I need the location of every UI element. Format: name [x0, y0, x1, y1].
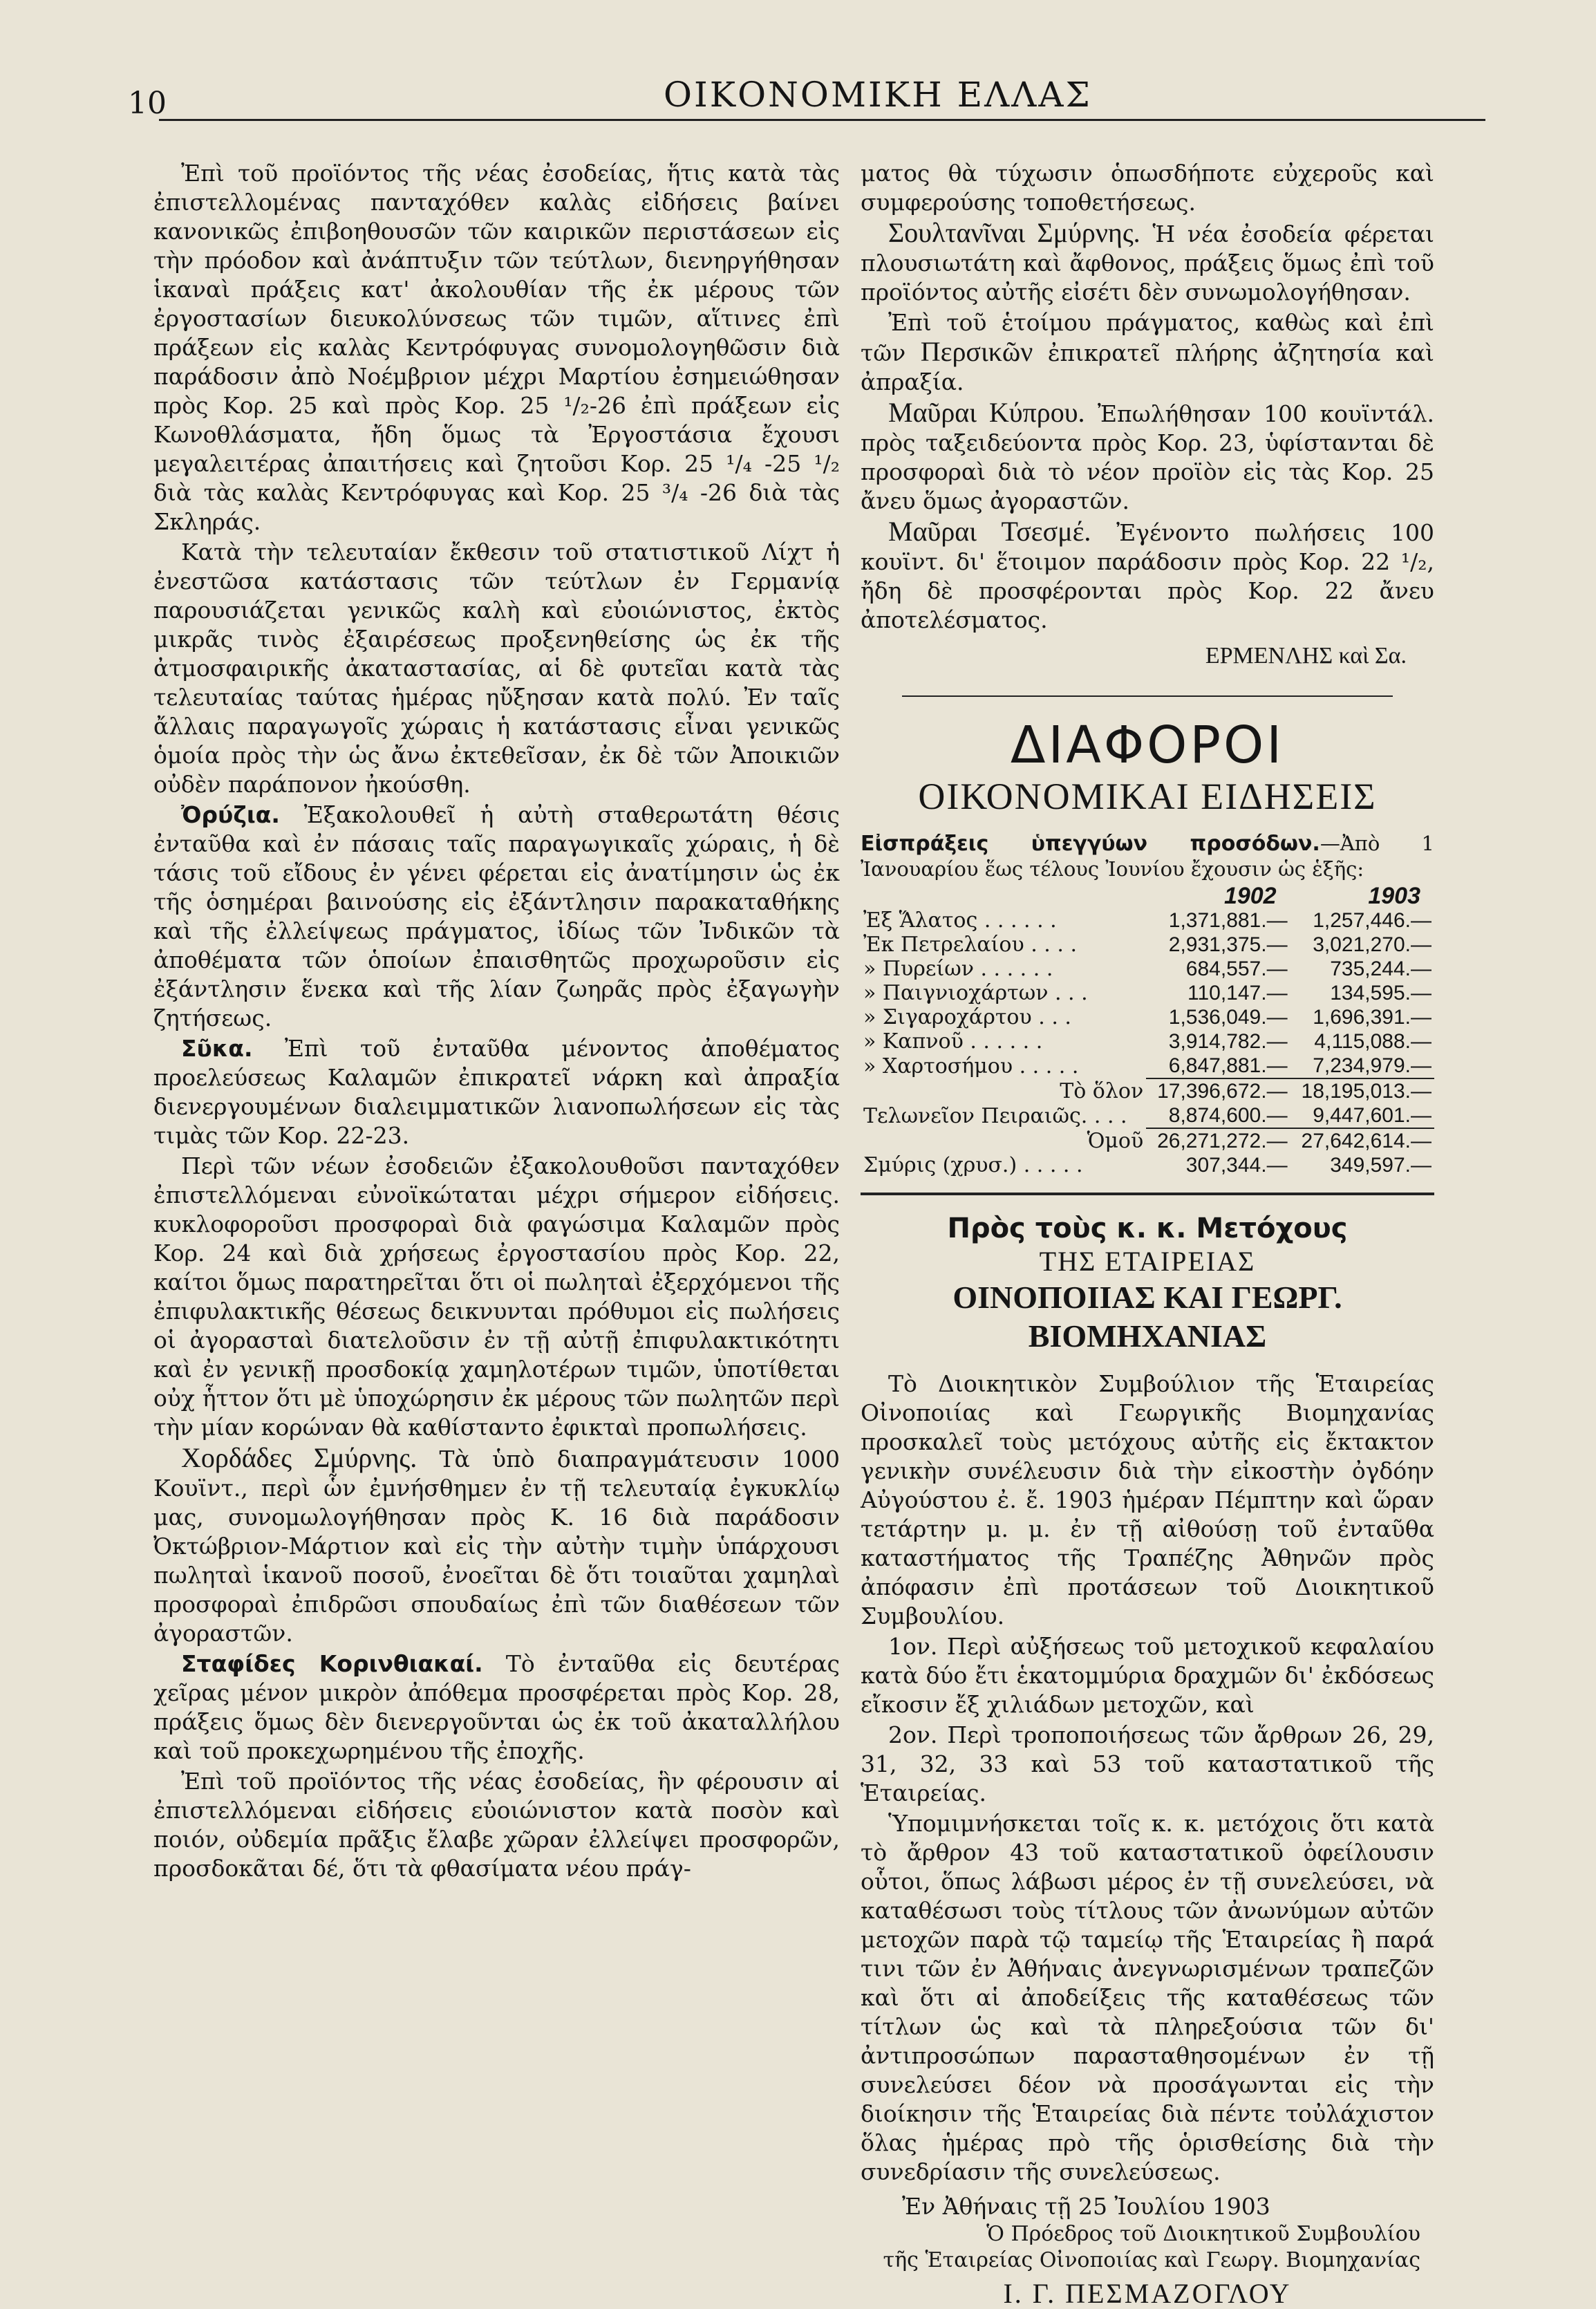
row-value: 684,557.—: [1185, 957, 1288, 980]
row-value: 8,874,600.—: [1168, 1104, 1288, 1127]
row-label: Τὸ ὅλον: [1060, 1078, 1144, 1103]
left-column: [153, 159, 840, 1885]
receipts-heading: Εἰσπράξεις ὑπεγγύων προσόδων.: [861, 832, 1320, 856]
row-label: » Σιγαροχάρτου . . .: [863, 1005, 1071, 1029]
paragraph: Ὑπομιμνήσκεται τοῖς κ. κ. μετόχοις ὅτι κατὰ τὸ ἄρθρον 43 τοῦ καταστατικοῦ ὀφείλουσιν οὗτοι, ὅπως λάβωσι μέρος ἐν τῇ συνελεύσει, νὰ καταθέσωσι τοὺς τίτλους τῶν ἀνωνύμων αὐτῶν μετοχῶν παρὰ τῷ ταμείῳ τῆς Ἑταιρείας ἢ παρά τινι τῶν ἐν Ἀθήναις ἀνεγνωρισμένων τραπεζῶν καὶ ὅτι αἱ ἀποδείξεις τῆς καταθέσεως τῶν τίτλων ὡς καὶ τὰ πληρεξούσια τῶν δι' ἀντιπροσώπων παρασταθησομένων ἐν τῇ συνελεύσει δέον νὰ προσάγωνται εἰς τὴν διοίκησιν τῆς Ἑταιρείας διὰ πέντε τοὐλάχιστον ὅλας ἡμέρας πρὸ τῆς ὁρισθείσης διὰ τὴν συνεδρίασιν τῆς συνελεύσεως.: [861, 1810, 1434, 2185]
section-title: ΔΙΑΦΟΡΟΙ: [1010, 716, 1285, 775]
notice-subtitle: ΤΗΣ ΕΤΑΙΡΕΙΑΣ: [1039, 1246, 1256, 1277]
row-value: 3,021,270.—: [1313, 933, 1431, 956]
paragraph: 2ον. Περὶ τροποποιήσεως τῶν ἄρθρων 26, 29, 31, 32, 33 καὶ 53 τοῦ καταστατικοῦ τῆς Ἑταιρείας.: [861, 1721, 1434, 1806]
table-row: [861, 1005, 1434, 1029]
notice-title: Πρὸς τοὺς κ. κ. Μετόχους: [947, 1213, 1348, 1244]
table-row: [861, 908, 1434, 933]
table-row: [861, 1153, 1434, 1180]
notice-date: Ἐν Ἀθήναις τῇ 25 Ἰουλίου 1903: [902, 2193, 1270, 2220]
table-bottom-rule: [861, 1193, 1434, 1195]
table-row: [861, 1029, 1434, 1054]
row-label: Σμύρις (χρυσ.) . . . . .: [863, 1153, 1083, 1177]
paragraph: Χορδάδες Σμύρνης. Τὰ ὑπὸ διαπραγμάτευσιν 1000 Κουϊντ., περὶ ὧν ἐμνήσθημεν ἐν τῇ τελευταίᾳ ἐγκυκλίῳ μας, συνομωλογήθησαν πρὸς Κ. 16 διὰ παράδοσιν Ὀκτώβριον-Μάρτιον καὶ εἰς τὴν αὐτὴν τιμὴν ὑπάρχουσι πωληταὶ ἱκανοῦ ποσοῦ, ἐνοεῖται δὲ ὅτι τοιαῦται χαμηλαὶ προσφοραὶ ἐπιδρῶσι σπουδαίως ἐπὶ τῶν διαθέσεων τῶν ἀγοραστῶν.: [153, 1442, 840, 1647]
tsesme-heading: Μαῦραι Τσεσμέ.: [888, 516, 1091, 547]
paragraph: Σταφίδες Κορινθιακαί. Τὸ ἐνταῦθα εἰς δευτέρας χεῖρας μένον μικρὸν ἀπόθεμα προσφέρεται πρὸς Κορ. 28, πράξεις ὅμως δὲν διενεργοῦνται ὡς ἐκ τοῦ ἀκαταλλήλου καὶ τοῦ προκεχωρημένου τῆς ἐποχῆς.: [153, 1650, 840, 1764]
rice-heading: Ὀρύζια.: [181, 801, 280, 828]
column-header: 1902: [1223, 883, 1277, 909]
row-value: 307,344.—: [1185, 1154, 1288, 1177]
figs-heading: Σῦκα.: [181, 1035, 253, 1062]
paragraph: Ὀρύζια. Ἐξακολουθεῖ ἡ αὐτὴ σταθερωτάτη θέσις ἐνταῦθα καὶ ἐν πάσαις ταῖς παραγωγικαῖς χώραις, ἡ δὲ τάσις τοῦ εἴδους ἐν γένει φέρεται εἰς ἀνατίμησιν ὡς ἐκ τῆς ὁσημέραι βαινούσης εἰς ἐξάντλησιν παρακαταθήκης καὶ τῆς ἐλλείψεως πράγματος, ἰδίως τῶν Ἰνδικῶν τὰ ἀποθέματα τῶν ὁποίων ἐπαισθητῶς προχωροῦσιν εἰς ἐξάντλησιν ἕνεκα καὶ τῆς λίαν ζωηρᾶς πρὸς ἐξαγωγὴν ζητήσεως.: [153, 801, 840, 1031]
row-label: » Παιγνιοχάρτων . . .: [863, 981, 1088, 1005]
table-row: [861, 933, 1434, 957]
paragraph: ματος θὰ τύχωσιν ὁπωσδήποτε εὐχεροῦς καὶ συμφερούσης τοποθετήσεως.: [861, 160, 1434, 216]
row-value: 17,396,672.—: [1146, 1078, 1290, 1103]
table-row: [861, 981, 1434, 1005]
paragraph: Κατὰ τὴν τελευταίαν ἔκθεσιν τοῦ στατιστικοῦ Λίχτ ἡ ἐνεστῶσα κατάστασις τῶν τεύτλων ἐν Γερμανίᾳ παρουσιάζεται γενικῶς καλὴ καὶ εὐοιώνιστος, ἐκτὸς μικρᾶς τινὸς ἐξαιρέσεως προξενηθείσης ὡς ἐκ τῆς ἀτμοσφαιρικῆς ἀκαταστασίας, αἱ δὲ φυτεῖαι κατὰ τὰς τελευταίας ταύτας ἡμέρας ηὔξησαν κατὰ πολύ. Ἐν ταῖς ἄλλαις παραγωγοῖς χώραις ἡ κατάστασις εἶναι γενικῶς ὁμοία πρὸς τὴν ὡς ἄνω ἐκτεθεῖσαν, ἐκ δὲ τῶν Ἀποικιῶν οὐδὲν παράπονον ἠκούσθη.: [153, 539, 840, 798]
signatory-name: Ι. Γ. ΠΕΣΜΑΖΟΓΛΟΥ: [1003, 2278, 1292, 2309]
paragraph: Μαῦραι Κύπρου. Ἐπωλήθησαν 100 κουϊντάλ. πρὸς ταξειδεύοντα πρὸς Κορ. 23, ὑφίστανται δὲ προσφοραὶ διὰ τὸ νέον προϊὸν εἰς τὰς Κορ. 25 ἄνευ ὅμως ἀγοραστῶν.: [861, 397, 1434, 514]
row-value: 1,696,391.—: [1313, 1006, 1431, 1029]
row-value: 9,447,601.—: [1313, 1104, 1431, 1127]
row-value: 1,257,446.—: [1313, 909, 1431, 932]
right-column: [861, 159, 1434, 2308]
table-row: [861, 957, 1434, 981]
row-value: 4,115,088.—: [1314, 1030, 1431, 1053]
row-value: 7,234,979.—: [1313, 1054, 1431, 1077]
table-row: [861, 1054, 1434, 1078]
row-value: 26,271,272.—: [1146, 1128, 1290, 1153]
persian-heading: Περσικῶν: [920, 336, 1033, 367]
row-value: 735,244.—: [1330, 957, 1431, 980]
row-value: 349,597.—: [1330, 1154, 1431, 1177]
row-label: » Πυρείων . . . . . .: [863, 957, 1053, 981]
row-value: 18,195,013.—: [1290, 1078, 1434, 1103]
row-value: 134,595.—: [1330, 982, 1431, 1004]
paragraph: Σῦκα. Ἐπὶ τοῦ ἐνταῦθα μένοντος ἀποθέματος προελεύσεως Καλαμῶν ἐπικρατεῖ νάρκη καὶ ἀπραξία διενεργουμένων διαλειμματικῶν λιανοπωλήσεων εἰς τὰς τιμὰς τῶν Κορ. 22-23.: [153, 1035, 840, 1149]
paragraph: 1ον. Περὶ αὐξήσεως τοῦ μετοχικοῦ κεφαλαίου κατὰ δύο ἔτι ἑκατομμύρια δραχμῶν δι' ἐκδόσεως εἴκοσιν ἔξ χιλιάδων μετοχῶν, καὶ: [861, 1633, 1434, 1718]
section-subtitle: ΟΙΚΟΝΟΜΙΚΑΙ ΕΙΔΗΣΕΙΣ: [918, 776, 1377, 817]
row-value: 1,536,049.—: [1168, 1006, 1288, 1029]
row-value: 2,931,375.—: [1168, 933, 1288, 956]
sultanas-heading: Σουλτανῖναι Σμύρνης.: [888, 217, 1140, 248]
notice-company: ΟΙΝΟΠΟΙΙΑΣ ΚΑΙ ΓΕΩΡΓ. ΒΙΟΜΗΧΑΝΙΑΣ: [952, 1280, 1342, 1354]
row-value: 1,371,881.—: [1168, 909, 1288, 932]
currants-heading: Σταφίδες Κορινθιακαί.: [181, 1650, 483, 1677]
column-header: 1903: [1368, 883, 1420, 909]
page-number: 10: [128, 86, 167, 121]
paragraph: Ἐπὶ τοῦ προϊόντος τῆς νέας ἐσοδείας, ἣν φέρουσιν αἱ ἐπιστελλόμεναι εἰδήσεις εὐοιώνιστον κατὰ ποσὸν καὶ ποιόν, οὐδεμία πρᾶξις ἔλαβε χῶραν ἐλλείψει προσφορῶν, προσδοκᾶται δέ, ὅτι τὰ φθασίματα νέου πράγ-: [153, 1768, 840, 1882]
paragraph: Ἐπὶ τοῦ προϊόντος τῆς νέας ἐσοδείας, ἥτις κατὰ τὰς ἐπιστελλομένας πανταχόθεν καλὰς εἰδήσεις βαίνει κανονικῶς ἐπιβοηθουσῶν τῶν καιρικῶν περιστάσεων εἰς τὴν πρόοδον καὶ ἀνάπτυξιν τῶν τεύτλων, διενηργήθησαν ἱκαναὶ πράξεις κατ' ἀκολουθίαν τῆς ἐκ μέρους τῶν ἐργοστασίων διευκολύνσεως τῶν τιμῶν, αἵτινες ἐπὶ πράξεων εἰς καλὰς Κεντρόφυγας συνομολογηθῶσιν διὰ παράδοσιν ἀπὸ Νοέμβριον μέχρι Μαρτίου ἐσημειώθησαν πρὸς Κορ. 25 καὶ πρὸς Κορ. 25 ¹/₂-26 ἐπὶ πράξεων εἰς Κωνοθλάσματα, ἤδη ὅμως τὰ Ἐργοστάσια ἔχουσι μεγαλειτέρας ἀπαιτήσεις καὶ ζητοῦσι Κορ. 25 ¹/₄ -25 ¹/₂ διὰ τὰς καλὰς Κεντρόφυγας καὶ Κορ. 25 ³/₄ -26 διὰ τὰς Σκληράς.: [153, 160, 840, 535]
row-label: » Καπνοῦ . . . . . .: [863, 1029, 1043, 1054]
row-label: Ἐξ Ἅλατος . . . . . .: [863, 908, 1057, 933]
section-divider: [902, 695, 1393, 697]
table-row: [861, 1103, 1434, 1128]
signature: ΕΡΜΕΝΛΗΣ καὶ Σα.: [1205, 643, 1407, 669]
table-row: [861, 1078, 1434, 1103]
smyrna-heading: Χορδάδες Σμύρνης.: [181, 1442, 417, 1473]
paragraph: Σουλτανῖναι Σμύρνης. Ἡ νέα ἐσοδεία φέρεται πλουσιωτάτη καὶ ἄφθονος, πράξεις ὅμως ἐπὶ τοῦ προϊόντος αὐτῆς εἰσέτι δὲν συνωμολογήθησαν.: [861, 217, 1434, 306]
table-row: [861, 1128, 1434, 1153]
paragraph: Μαῦραι Τσεσμέ. Ἐγένοντο πωλήσεις 100 κουϊντ. δι' ἕτοιμον παράδοσιν πρὸς Κορ. 22 ¹/₂, ἤδη δὲ προσφέρονται πρὸς Κορ. 22 ἄνευ ἀποτελέσματος.: [861, 516, 1434, 633]
row-value: 3,914,782.—: [1168, 1030, 1288, 1053]
header-rule: [159, 119, 1485, 121]
row-value: 6,847,881.—: [1168, 1054, 1288, 1077]
running-head: ΟΙΚΟΝΟΜΙΚΗ ΕΛΛΑΣ: [664, 75, 1092, 115]
row-value: 110,147.—: [1187, 982, 1288, 1004]
paragraph: Τὸ Διοικητικὸν Συμβούλιον τῆς Ἑταιρείας Οἰνοποιίας καὶ Γεωργικῆς Βιομηχανίας προσκαλεῖ τοὺς μετόχους αὐτῆς εἰς ἔκτακτον γενικὴν συνέλευσιν διὰ τὴν εἰκοστὴν ὀγδόην Αὐγούστου ἐ. ἔ. 1903 ἡμέραν Πέμπτην καὶ ὥραν τετάρτην μ. μ. ἐν τῇ αἰθούσῃ τοῦ ἐνταῦθα καταστήματος τῆς Τραπέζης Ἀθηνῶν πρὸς ἀπόφασιν ἐπὶ προτάσεων τοῦ Διοικητικοῦ Συμβουλίου.: [861, 1370, 1434, 1629]
paragraph: Περὶ τῶν νέων ἐσοδειῶν ἐξακολουθοῦσι πανταχόθεν ἐπιστελλόμεναι εὐνοϊκώταται μέχρι σήμερον εἰδήσεις. κυκλοφοροῦσι προσφοραὶ διὰ φαγώσιμα Καλαμῶν πρὸς Κορ. 24 καὶ διὰ χρήσεως ἐργοστασίου πρὸς Κορ. 22, καίτοι ὅμως παρατηρεῖται ὅτι οἱ πωληταὶ ἐξερχόμενοι τῆς ἐπιφυλακτικῆς θέσεως δεικνυνται πρόθυμοι εἰς πωλήσεις οἱ ἀγορασταὶ διατελοῦσιν ἐν τῇ αὐτῇ ἐπιφυλακτικότητι καὶ ἐν γενικῇ προσδοκίᾳ χαμηλοτέρων τιμῶν, ὑποτίθεται οὐχ ἧττον ὅτι μὲ ὑποχώρησιν ἐκ μέρους τῶν πωλητῶν περὶ τὴν μίαν κορώναν θὰ καθίσταντο ἐφικταὶ προπωλήσεις.: [153, 1152, 840, 1441]
receipts-intro: Εἰσπράξεις ὑπεγγύων προσόδων.—Ἀπὸ 1 Ἰανουαρίου ἕως τέλους Ἰουνίου ἔχουσιν ὡς ἑξῆς:: [861, 832, 1435, 881]
row-label: Ἐκ Πετρελαίου . . . .: [863, 933, 1077, 957]
paragraph: Ἐπὶ τοῦ ἑτοίμου πράγματος, καθὼς καὶ ἐπὶ τῶν Περσικῶν ἐπικρατεῖ πλήρης ἀζητησία καὶ ἀπραξία.: [861, 309, 1434, 395]
receipts-table: [861, 884, 1434, 1180]
row-value: 27,642,614.—: [1290, 1128, 1434, 1153]
signatory-title: Ὁ Πρόεδρος τοῦ Διοικητικοῦ Συμβουλίου τῆς Ἑταιρείας Οἰνοποιίας καὶ Γεωργ. Βιομηχανίας: [883, 2222, 1420, 2272]
row-label: Τελωνεῖον Πειραιῶς. . . .: [863, 1103, 1127, 1128]
row-label: Ὁμοῦ: [1087, 1128, 1144, 1153]
row-label: » Χαρτοσήμου . . . . .: [863, 1054, 1079, 1078]
cyprus-heading: Μαῦραι Κύπρου.: [888, 397, 1085, 428]
